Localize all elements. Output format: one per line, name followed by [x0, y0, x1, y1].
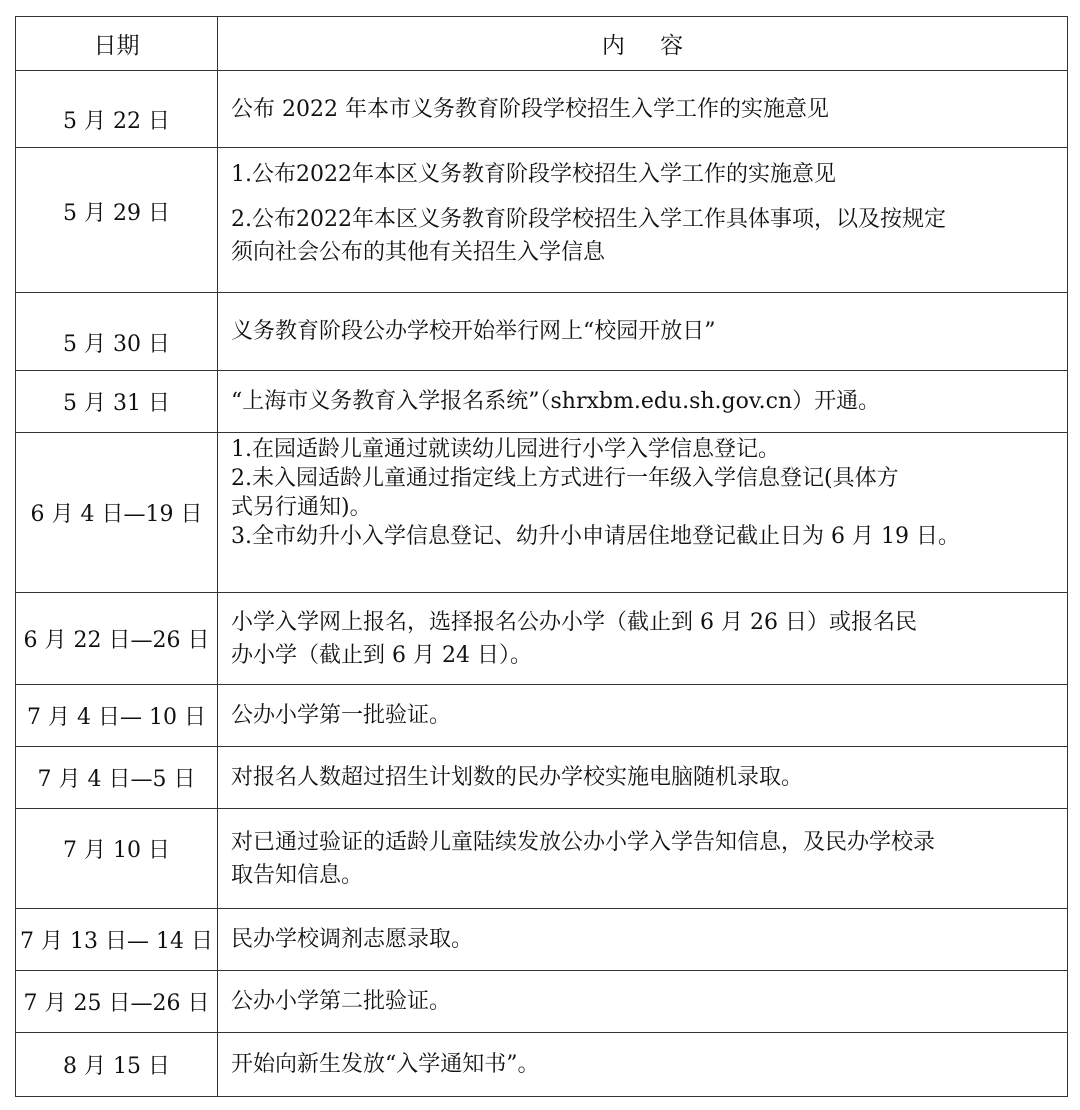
table-row — [16, 685, 1068, 747]
content-line: 开始向新生发放“入学通知书”。 — [231, 1052, 540, 1077]
table-row — [16, 1033, 1068, 1097]
table-row — [16, 809, 1068, 909]
content-line: 取告知信息。 — [231, 862, 364, 888]
table-row — [16, 148, 1068, 293]
content-line: 办小学（截止到 6 月 24 日）。 — [231, 642, 532, 668]
row-content — [218, 685, 1068, 747]
content-line: 2.公布2022年本区义务教育阶段学校招生入学工作具体事项，以及按规定 — [231, 207, 946, 232]
content-line: 式另行通知)。 — [231, 495, 372, 520]
header-content — [218, 17, 1068, 71]
header-date: 日期 — [16, 17, 218, 71]
header-content-label: 内 容 — [601, 33, 698, 59]
content-line: 对报名人数超过招生计划数的民办学校实施电脑随机录取。 — [231, 765, 804, 790]
table-row — [16, 433, 1068, 593]
row-date: 7 月 10 日 — [16, 809, 218, 909]
content-line: 须向社会公布的其他有关招生入学信息 — [231, 240, 606, 265]
table-row — [16, 593, 1068, 685]
table-header-row — [16, 17, 1068, 71]
content-line: 民办学校调剂志愿录取。 — [231, 927, 474, 952]
content-line: 2.未入园适龄儿童通过指定线上方式进行一年级入学信息登记(具体方 — [231, 466, 899, 491]
row-date: 7 月 25 日—26 日 — [16, 971, 218, 1033]
table-row — [16, 71, 1068, 148]
row-date: 6 月 22 日—26 日 — [16, 593, 218, 685]
row-date: 5 月 22 日 — [16, 71, 218, 148]
content-line: 义务教育阶段公办学校开始举行网上“校园开放日” — [231, 319, 716, 344]
content-line: “上海市义务教育入学报名系统”（shrxbm.edu.sh.gov.cn）开通。 — [231, 389, 881, 414]
content-line: 小学入学网上报名，选择报名公办小学（截止到 6 月 26 日）或报名民 — [231, 609, 917, 635]
content-line: 公办小学第二批验证。 — [231, 989, 452, 1014]
row-date: 5 月 31 日 — [16, 371, 218, 433]
row-content — [218, 1033, 1068, 1097]
table-row — [16, 371, 1068, 433]
table-row — [16, 909, 1068, 971]
row-content — [218, 747, 1068, 809]
enrollment-schedule-table — [15, 16, 1068, 1097]
row-date: 7 月 4 日— 10 日 — [16, 685, 218, 747]
row-date: 8 月 15 日 — [16, 1033, 218, 1097]
content-line: 1.在园适龄儿童通过就读幼儿园进行小学入学信息登记。 — [231, 437, 780, 462]
row-date: 6 月 4 日—19 日 — [16, 433, 218, 593]
row-content — [218, 293, 1068, 371]
row-content — [218, 971, 1068, 1033]
row-content — [218, 809, 1068, 909]
row-date: 5 月 29 日 — [16, 148, 218, 293]
table-row — [16, 747, 1068, 809]
content-line: 公布 2022 年本市义务教育阶段学校招生入学工作的实施意见 — [231, 96, 829, 122]
row-content — [218, 909, 1068, 971]
content-line: 对已通过验证的适龄儿童陆续发放公办小学入学告知信息，及民办学校录 — [231, 829, 936, 855]
table-row — [16, 971, 1068, 1033]
row-content — [218, 433, 1068, 593]
table-row — [16, 293, 1068, 371]
row-date: 7 月 13 日— 14 日 — [16, 909, 218, 971]
row-content — [218, 148, 1068, 293]
row-content — [218, 371, 1068, 433]
content-line: 3.全市幼升小入学信息登记、幼升小申请居住地登记截止日为 6 月 19 日。 — [231, 524, 960, 549]
content-line: 1.公布2022年本区义务教育阶段学校招生入学工作的实施意见 — [231, 162, 836, 187]
row-date: 7 月 4 日—5 日 — [16, 747, 218, 809]
content-line: 公办小学第一批验证。 — [231, 703, 452, 728]
row-content — [218, 71, 1068, 148]
row-date: 5 月 30 日 — [16, 293, 218, 371]
row-content — [218, 593, 1068, 685]
